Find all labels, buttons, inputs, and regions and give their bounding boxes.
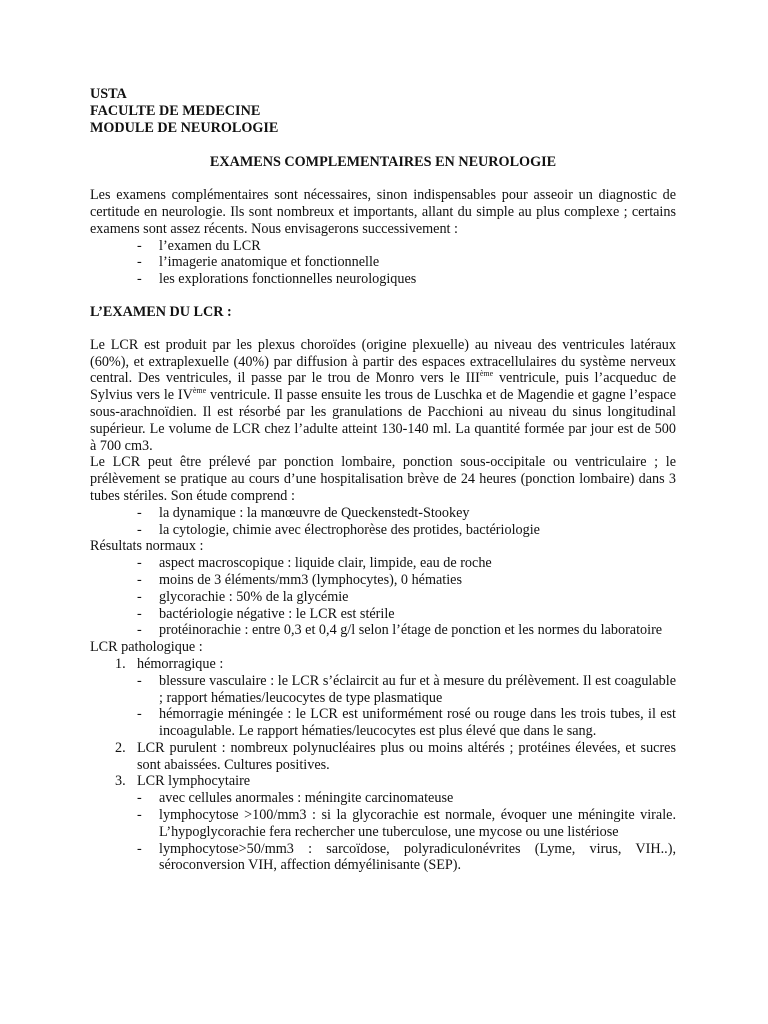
pathology-subitem: - avec cellules anormales : méningite carcinomateuse bbox=[137, 790, 454, 807]
section-heading-lcr: L’EXAMEN DU LCR : bbox=[90, 303, 232, 320]
module-name: MODULE DE NEUROLOGIE bbox=[90, 119, 279, 136]
normal-result-item: - protéinorachie : entre 0,3 et 0,4 g/l selon l’étage de ponction et les normes du laboratoire bbox=[137, 622, 663, 639]
pathology-item: 2. LCR purulent : nombreux polynucléaires plus ou moins altérés ; protéines élevées, et sucres sont abaissées. Cultures positives. bbox=[115, 739, 676, 773]
study-list-item: - la cytologie, chimie avec électrophorèse des protides, bactériologie bbox=[137, 521, 540, 538]
pathology-subitem: - lymphocytose >100/mm3 : si la glycorachie est normale, évoquer une méningite virale. L’hypoglycorachie fera rechercher une tuberculose, une mycose ou une listériose bbox=[137, 807, 676, 840]
pathology-item: 3. LCR lymphocytaire bbox=[115, 773, 251, 790]
document-page bbox=[90, 86, 676, 874]
faculty-name: FACULTE DE MEDECINE bbox=[90, 102, 261, 119]
intro-list-item: - l’examen du LCR bbox=[137, 237, 261, 254]
intro-list-item: - l’imagerie anatomique et fonctionnelle bbox=[137, 254, 380, 271]
pathology-subitem: - blessure vasculaire : le LCR s’éclaircit au fur et à mesure du prélèvement. Il est coagulable ; rapport hématies/leucocytes de type plasmatique bbox=[137, 672, 676, 706]
normal-results-heading: Résultats normaux : bbox=[90, 538, 204, 555]
lcr-sampling-paragraph: Le LCR peut être prélevé par ponction lombaire, ponction sous-occipitale ou ventriculaire ; le prélèvement se pratique au cours d’une hospitalisation brève de 24 heures (ponction lombaire) dans 3 tubes stériles. Son étude comprend : bbox=[90, 454, 676, 504]
study-list-item: - la dynamique : la manœuvre de Queckenstedt-Stookey bbox=[137, 504, 470, 521]
intro-list-item: - les explorations fonctionnelles neurologiques bbox=[137, 271, 417, 288]
normal-result-item: - bactériologie négative : le LCR est stérile bbox=[137, 605, 395, 622]
document-title: EXAMENS COMPLEMENTAIRES EN NEUROLOGIE bbox=[209, 154, 557, 171]
pathology-subitem: - hémorragie méningée : le LCR est uniformément rosé ou rouge dans les trois tubes, il est incoagulable. Le rapport hématies/leucocytes est plus élevé que dans le sang. bbox=[137, 706, 676, 740]
pathology-subitem: - lymphocytose>50/mm3 : sarcoïdose, polyradiculonévrites (Lyme, virus, VIH..), séroconversion VIH, affection démyélinisante (SEP). bbox=[137, 840, 676, 874]
pathological-heading: LCR pathologique : bbox=[90, 639, 203, 656]
normal-result-item: - glycorachie : 50% de la glycémie bbox=[137, 588, 349, 605]
normal-result-item: - aspect macroscopique : liquide clair, limpide, eau de roche bbox=[137, 555, 492, 572]
lcr-production-paragraph: Le LCR est produit par les plexus choroïdes (origine plexuelle) au niveau des ventricules latéraux (60%), et extraplexuelle (40%) par diffusion à partir des espaces extracellulaires du système nerveux central. Des ventricules, il passe par le trou de Monro vers le IIIème ventricule, puis l’acqueduc de Sylvius vers le IVème ventricule. Il passe ensuite les trous de Luschka et de Magendie et gagne l’espace sous-arachnoïdien. Il est résorbé par les granulations de Pacchioni au niveau du sinus longitudinal supérieur. Le volume de LCR chez l’adulte atteint 130-140 ml. La quantité formée par jour est de 500 à 700 cm3. bbox=[90, 336, 676, 454]
pathology-item: 1. hémorragique : bbox=[115, 655, 224, 672]
institution-name: USTA bbox=[90, 86, 127, 102]
normal-result-item: - moins de 3 éléments/mm3 (lymphocytes), 0 hématies bbox=[137, 571, 463, 588]
intro-paragraph: Les examens complémentaires sont nécessaires, sinon indispensables pour asseoir un diagnostic de certitude en neurologie. Ils sont nombreux et importants, allant du simple au plus complexe ; certains examens sont assez récents. Nous envisagerons successivement : bbox=[90, 187, 676, 237]
